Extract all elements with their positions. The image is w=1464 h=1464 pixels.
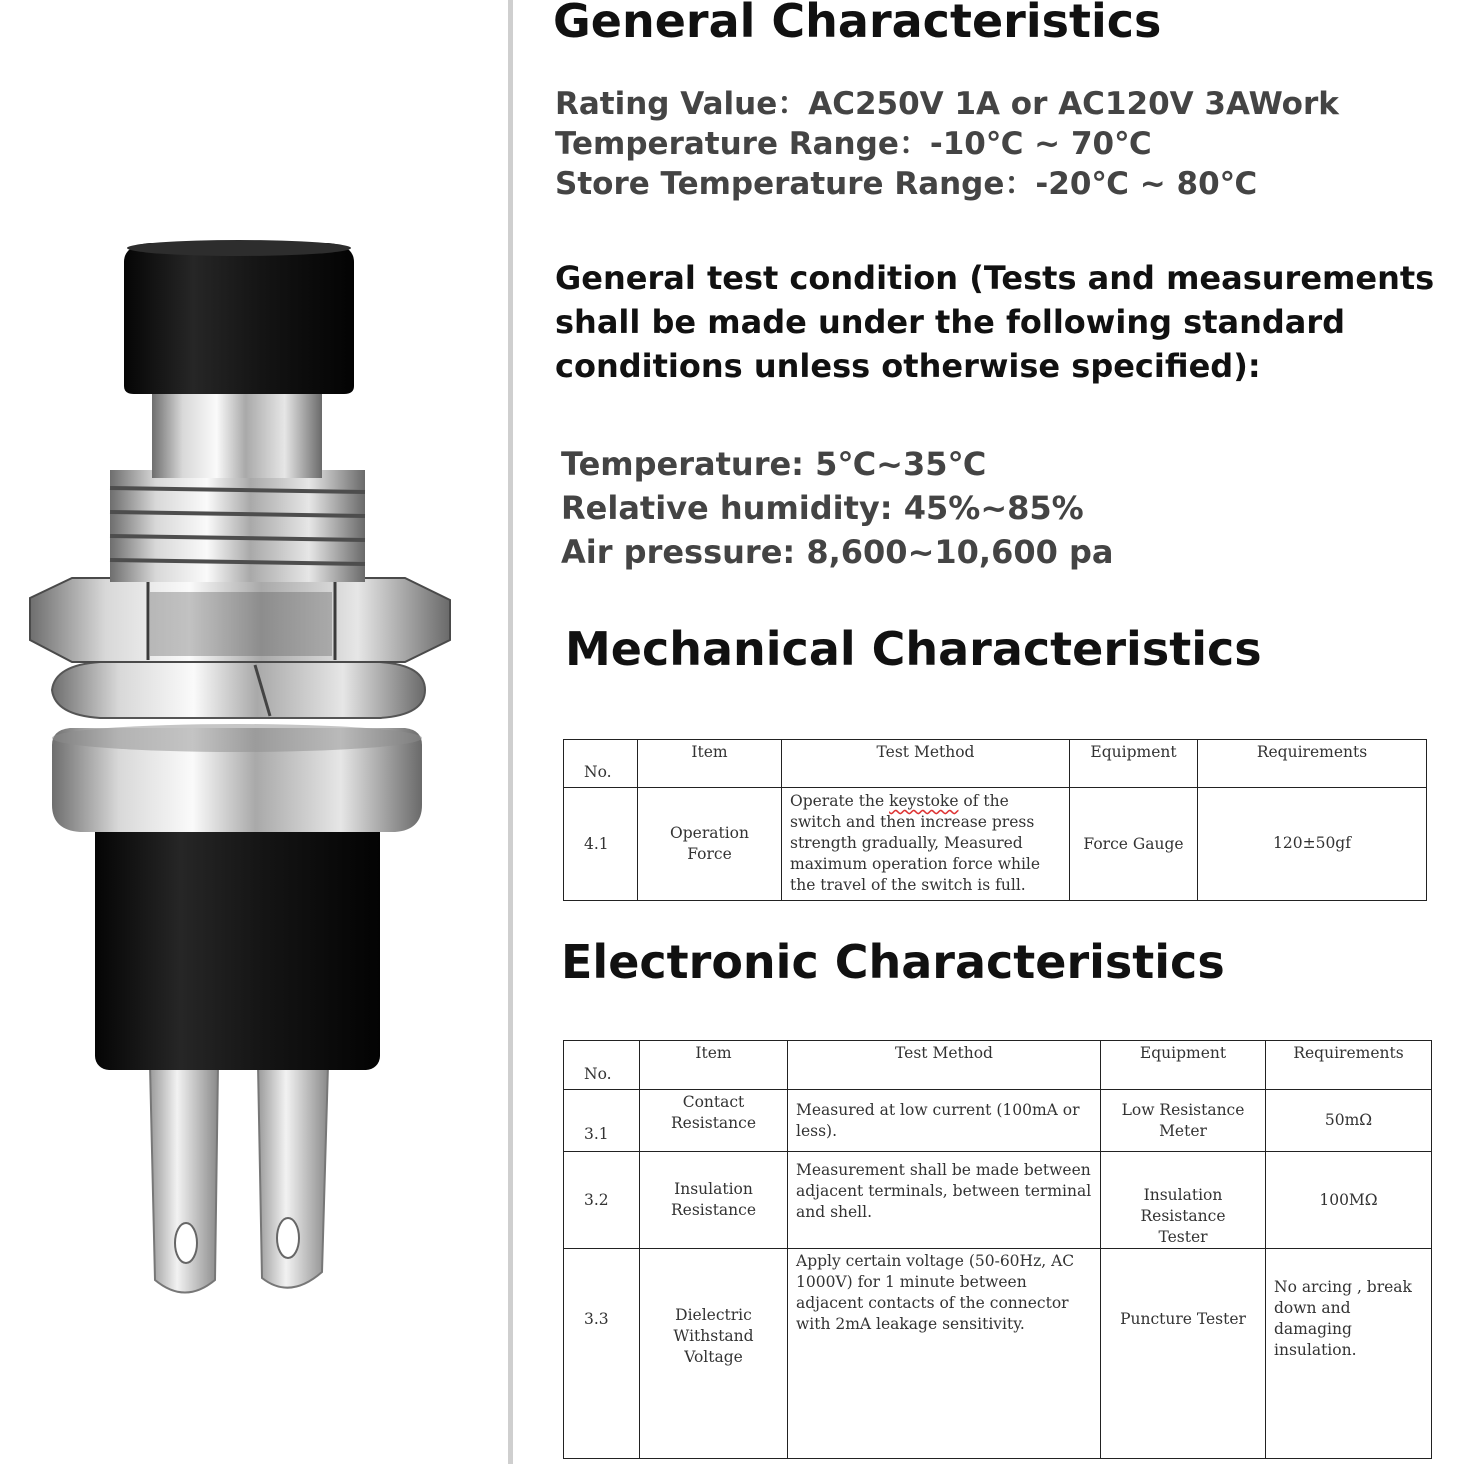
row-test-method: Measured at low current (100mA or less).	[788, 1090, 1101, 1152]
spec-store-temperature-range: Store Temperature Range：-20℃ ~ 80℃	[555, 166, 1258, 202]
row-item: Dielectric Withstand Voltage	[640, 1249, 788, 1459]
method-keyword: keystoke	[889, 792, 959, 810]
row-requirements: 50mΩ	[1266, 1090, 1432, 1152]
test-condition-heading-line-3: conditions unless otherwise specified):	[555, 347, 1261, 385]
electronic-characteristics-title: Electronic Characteristics	[561, 935, 1225, 989]
method-text-after: of the switch and then increase press strength gradually, Measured maximum operation force while the travel of the switch is full.	[790, 792, 1041, 894]
table-row	[564, 1152, 1432, 1249]
row-equipment: Low Resistance Meter	[1101, 1090, 1266, 1152]
condition-temperature: Temperature: 5℃~35℃	[561, 445, 987, 483]
header-test-method: Test Method	[782, 740, 1070, 788]
table-header-row	[564, 1041, 1432, 1090]
table-header-row	[564, 740, 1427, 788]
electronic-characteristics-table	[563, 1040, 1432, 1459]
header-no: No.	[564, 740, 638, 788]
header-requirements: Requirements	[1266, 1041, 1432, 1090]
row-no: 3.2	[564, 1152, 640, 1249]
row-item: Insulation Resistance	[640, 1152, 788, 1249]
solder-terminals	[150, 1065, 328, 1293]
table-row	[564, 788, 1427, 901]
vertical-divider	[508, 0, 513, 1464]
header-equipment: Equipment	[1070, 740, 1198, 788]
row-equipment: Puncture Tester	[1101, 1249, 1266, 1459]
test-condition-heading-line-1: General test condition (Tests and measurements	[555, 259, 1435, 297]
spec-rating-value: Rating Value：AC250V 1A or AC120V 3AWork	[555, 86, 1339, 122]
row-item: Operation Force	[638, 788, 782, 901]
row-test-method: Measurement shall be made between adjacent terminals, between terminal and shell.	[788, 1152, 1101, 1249]
spec-temperature-range: Temperature Range：-10℃ ~ 70℃	[555, 126, 1152, 162]
table-row	[564, 1249, 1432, 1459]
row-item: Contact Resistance	[640, 1090, 788, 1152]
method-text-before: Operate the	[790, 792, 890, 810]
header-test-method: Test Method	[788, 1041, 1101, 1090]
header-no: No.	[564, 1041, 640, 1090]
test-condition-heading-line-2: shall be made under the following standard	[555, 303, 1346, 341]
row-no: 4.1	[564, 788, 638, 901]
row-requirements: 120±50gf	[1198, 788, 1427, 901]
row-test-method: Apply certain voltage (50-60Hz, AC 1000V) for 1 minute between adjacent contacts of the connector with 2mA leakage sensitivity.	[788, 1249, 1101, 1459]
row-equipment: Force Gauge	[1070, 788, 1198, 901]
row-test-method	[782, 788, 1070, 901]
row-requirements: No arcing , break down and damaging insulation.	[1266, 1249, 1432, 1459]
header-item: Item	[640, 1041, 788, 1090]
row-requirements: 100MΩ	[1266, 1152, 1432, 1249]
row-equipment: Insulation Resistance Tester	[1101, 1152, 1266, 1249]
mechanical-characteristics-title: Mechanical Characteristics	[565, 622, 1262, 676]
header-requirements: Requirements	[1198, 740, 1427, 788]
header-item: Item	[638, 740, 782, 788]
condition-air-pressure: Air pressure: 8,600~10,600 pa	[561, 533, 1114, 571]
general-characteristics-title: General Characteristics	[553, 0, 1162, 48]
switch-housing	[95, 800, 380, 1070]
header-equipment: Equipment	[1101, 1041, 1266, 1090]
row-no: 3.3	[564, 1249, 640, 1459]
push-button-switch-illustration	[0, 0, 505, 1464]
row-no: 3.1	[564, 1090, 640, 1152]
condition-relative-humidity: Relative humidity: 45%~85%	[561, 489, 1084, 527]
table-row	[564, 1090, 1432, 1152]
mechanical-characteristics-table	[563, 739, 1427, 901]
